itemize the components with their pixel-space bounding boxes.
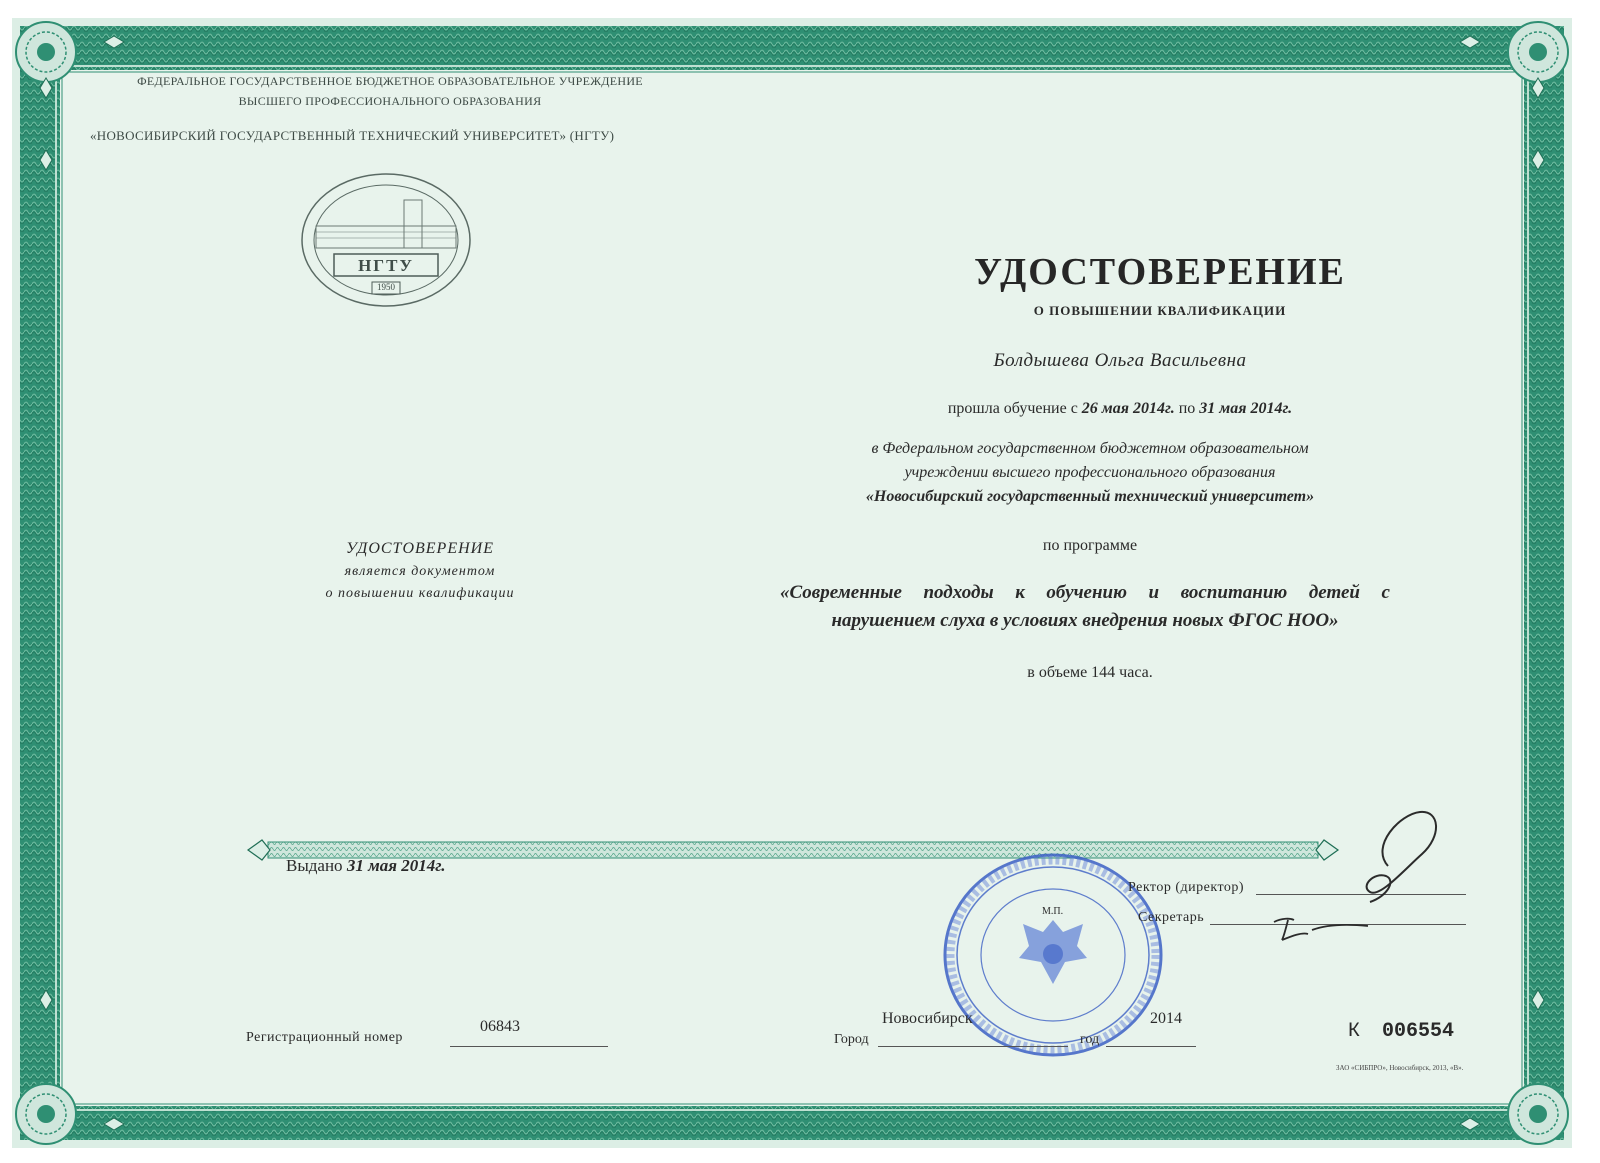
- program-label: по программе: [1042, 537, 1138, 554]
- training-prefix: прошла обучение с: [947, 400, 1078, 417]
- issued-value: 31 мая 2014г.: [346, 856, 446, 875]
- volume: [1027, 664, 1152, 682]
- institution-line-2: учреждении высшего профессионального образования: [904, 464, 1276, 481]
- secretary-signature: [1268, 910, 1378, 946]
- serial-digits: 006554: [1382, 1020, 1455, 1043]
- institution-line-3: «Новосибирский государственный технический университет»: [865, 488, 1315, 505]
- city-value: Новосибирск: [882, 1010, 973, 1027]
- volume-prefix: в объеме: [1027, 664, 1088, 681]
- printer-note: ЗАО «СИБПРО», Новосибирск, 2013, «В».: [1336, 1064, 1464, 1072]
- header-line-2: ВЫСШЕГО ПРОФЕССИОНАЛЬНОГО ОБРАЗОВАНИЯ: [238, 94, 542, 108]
- header-line-1: ФЕДЕРАЛЬНОЕ ГОСУДАРСТВЕННОЕ БЮДЖЕТНОЕ ОБРАЗОВАТЕЛЬНОЕ УЧРЕЖДЕНИЕ: [137, 74, 643, 88]
- issued-label: Выдано: [286, 856, 343, 875]
- date-from: 26 мая 2014г.: [1081, 400, 1175, 417]
- city-line: [878, 1046, 1068, 1047]
- mp-label: М.П.: [1042, 906, 1064, 917]
- reg-number: 06843: [480, 1018, 520, 1035]
- year-value: 2014: [1150, 1010, 1182, 1027]
- header-line-3: «НОВОСИБИРСКИЙ ГОСУДАРСТВЕННЫЙ ТЕХНИЧЕСКИЙ УНИВЕРСИТЕТ» (НГТУ): [90, 128, 615, 143]
- corner-rosette-icon: [16, 1084, 76, 1144]
- university-emblem: [296, 170, 476, 310]
- corner-rosette-icon: [1508, 22, 1568, 82]
- corner-rosette-icon: [16, 22, 76, 82]
- serial-number: [1348, 1020, 1454, 1043]
- program-line-2: нарушением слуха в условиях внедрения новых ФГОС НОО»: [831, 610, 1339, 631]
- corner-rosette-icon: [1508, 1084, 1568, 1144]
- issued-date: [286, 856, 446, 876]
- institution-line-1: в Федеральном государственном бюджетном образовательном: [871, 440, 1309, 457]
- left-line-1: является документом: [344, 564, 496, 579]
- rector-label: Ректор (директор): [1128, 880, 1245, 895]
- emblem-abbr: НГТУ: [358, 256, 414, 275]
- training-mid: по: [1178, 400, 1196, 417]
- volume-suffix: часа.: [1119, 664, 1153, 681]
- rector-signature: [1330, 806, 1460, 916]
- secretary-label: Секретарь: [1138, 910, 1205, 925]
- year-label: год: [1080, 1032, 1100, 1047]
- program-line-1: «Современные подходы к обучению и воспитанию детей с: [780, 582, 1390, 603]
- emblem-year: 1950: [377, 282, 395, 292]
- left-title: УДОСТОВЕРЕНИЕ: [346, 540, 494, 557]
- reg-label: Регистрационный номер: [246, 1030, 403, 1045]
- document-subtitle: О ПОВЫШЕНИИ КВАЛИФИКАЦИИ: [1033, 303, 1287, 318]
- document-title: УДОСТОВЕРЕНИЕ: [974, 251, 1346, 293]
- date-to: 31 мая 2014г.: [1199, 400, 1293, 417]
- serial-letter: К: [1348, 1020, 1361, 1043]
- volume-hours: 144: [1091, 664, 1116, 681]
- holder-name: Болдышева Ольга Васильевна: [993, 350, 1247, 371]
- year-line: [1106, 1046, 1196, 1047]
- reg-number-line: [450, 1046, 608, 1047]
- training-dates: [948, 400, 1292, 418]
- left-line-2: о повышении квалификации: [325, 586, 515, 601]
- city-label: Город: [834, 1032, 869, 1047]
